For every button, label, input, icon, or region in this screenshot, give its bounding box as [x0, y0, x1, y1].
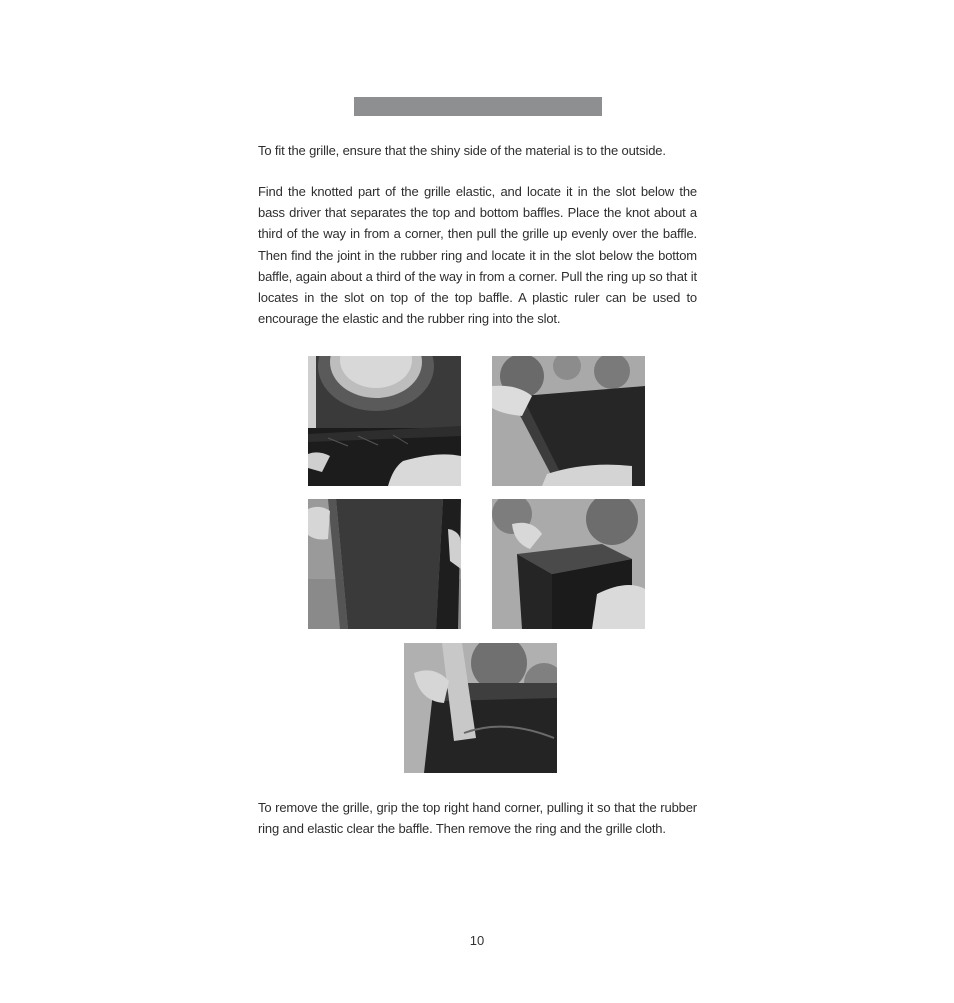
photo-locating-ring: [492, 499, 645, 629]
photo-grille-knot: [308, 356, 461, 486]
instructions-paragraph: Find the knotted part of the grille elastic, and locate it in the slot below the bass driver that separates the top and bottom baffles. Place the knot about a third of the way in from a corner, then pull the grille up evenly over the baffle. Then find the joint in the rubber ring and locate it in the slot below the bottom baffle, again about a third of the way in from a corner. Pull the ring up so that it locates in the slot on top of the top baffle. A plastic ruler can be used to encourage the elastic and the rubber ring into the slot.: [258, 184, 697, 327]
photo-ruler-in-slot: [404, 643, 557, 773]
photo-pulling-grille: [492, 356, 645, 486]
intro-paragraph: To fit the grille, ensure that the shiny side of the material is to the outside.: [258, 143, 666, 158]
removal-paragraph: To remove the grille, grip the top right hand corner, pulling it so that the rubber ring and elastic clear the baffle. Then remove the ring and the grille cloth.: [258, 800, 697, 837]
page-number: 10: [469, 933, 485, 948]
section-header-bar: [354, 97, 602, 116]
photo-covered-baffle: [308, 499, 461, 629]
